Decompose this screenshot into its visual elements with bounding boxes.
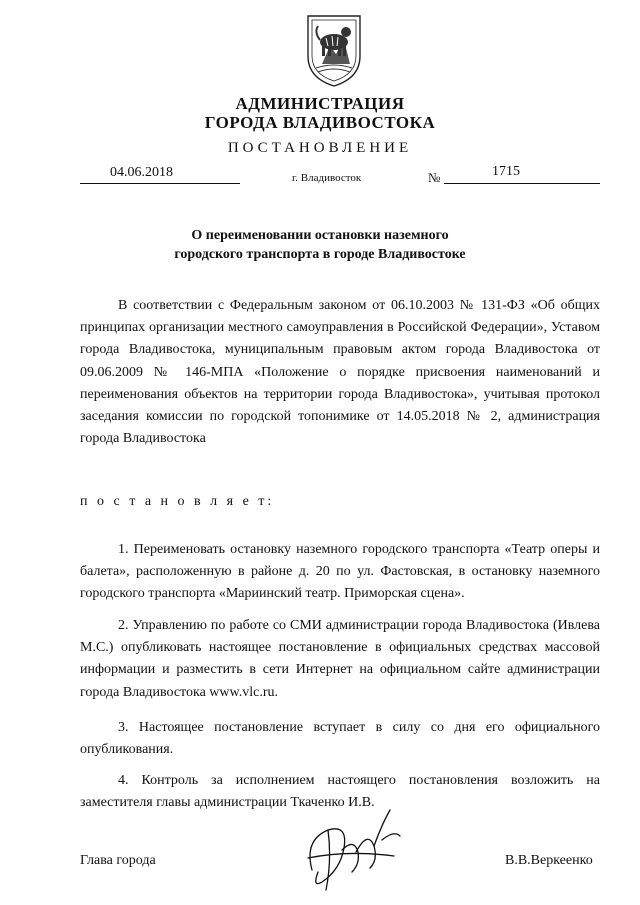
decree-word: п о с т а н о в л я е т: [80,494,275,509]
document-date: 04.06.2018 [110,165,173,180]
document-subject [0,226,640,264]
signature-icon [298,800,410,896]
preamble-paragraph: В соответствии с Федеральным законом от 06.10.2003 № 131-ФЗ «Об общих принципах организации местного самоуправления в Российской Федерации», Уставом города Владивостока, муниципальным правовым актом города Владивостока от 09.06.2009 № 146-МПА «Положение о порядке присвоения наименований и переименования объектов на территории города Владивостока», учитывая протокол заседания комиссии по городской топонимике от 14.05.2018 № 2, администрация города Владивостока [80,298,600,447]
subject-line2: городского транспорта в городе Владивостоке [174,247,466,262]
date-underline [80,183,240,184]
number-underline [444,183,600,184]
coat-of-arms-icon [294,6,374,90]
item-4-paragraph: 4. Контроль за исполнением настоящего постановления возложить на заместителя главы администрации Ткаченко И.В. [80,773,600,811]
item-1-paragraph: 1. Переименовать остановку наземного городского транспорта «Театр оперы и балета», расположенную в районе д. 20 по ул. Фастовская, в остановку наземного городского транспорта «Мариинский театр. Приморская сцена». [80,542,600,602]
subject-line1: О переименовании остановки наземного [191,228,449,243]
head-title: Глава города [80,853,156,868]
document-type: ПОСТАНОВЛЕНИЕ [227,140,413,156]
document-number: 1715 [492,164,520,179]
item-2-paragraph: 2. Управлению по работе со СМИ администрации города Владивостока (Ивлева М.С.) опубликовать настоящее постановление в официальных средствах массовой информации и разместить в сети Интернет на официальном сайте администрации города Владивостока www.vlc.ru. [80,618,600,700]
org-name-line2: ГОРОДА ВЛАДИВОСТОКА [204,113,436,132]
number-sign: № [428,170,441,185]
item-3-paragraph: 3. Настоящее постановление вступает в силу со дня его официального опубликования. [80,720,600,758]
head-name: В.В.Веркеенко [505,853,593,868]
document-city: г. Владивосток [292,172,362,184]
org-name-line1: АДМИНИСТРАЦИЯ [235,94,405,113]
